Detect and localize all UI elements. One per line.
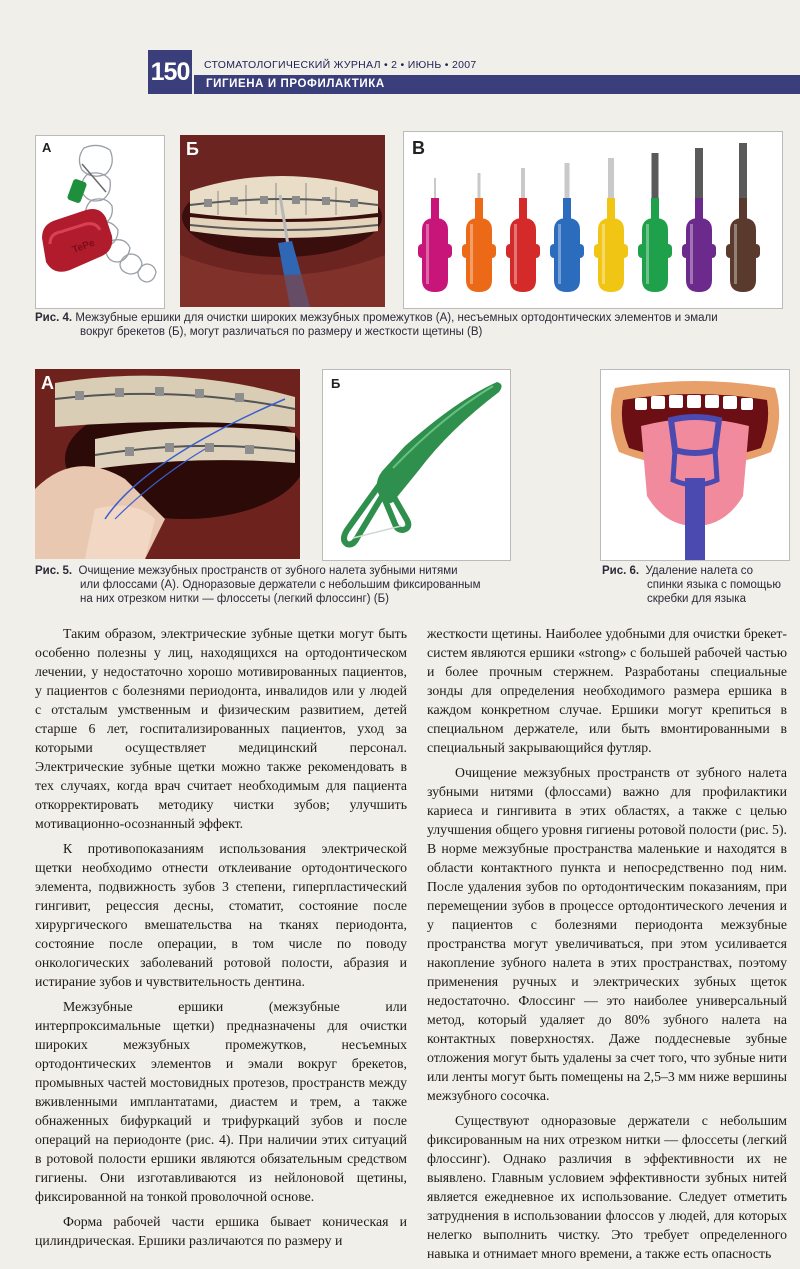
figure5-panel-b: [322, 369, 511, 561]
figure4-label-a: А: [42, 140, 52, 155]
left-paragraph-4: Форма рабочей части ершика бывает коническая и цилиндрическая. Ершики различаются по размеру и: [35, 1214, 407, 1248]
figure4-label-c: В: [412, 138, 425, 158]
section-title: ГИГИЕНА И ПРОФИЛАКТИКА: [206, 78, 385, 90]
interdental-brush-6: [638, 153, 672, 292]
figure5-caption-line3: на них отрезком нитки — флоссеты (легкий флоссинг) (Б): [80, 593, 389, 605]
figure6-caption-line2: спинки языка с помощью: [647, 579, 781, 591]
left-column: [35, 624, 407, 1256]
right-paragraph-2: Очищение межзубных пространств от зубного налета зубными нитями (флоссами) важно для профилактики кариеса и гингивита в этих областях, а также с целью улучшения общего уровня гигиены ротовой полости (рис. 5). В норме межзубные пространства маленькие и находятся в области контактного пункта и непосредственно под ним. После удаления зубов по ортодонтическим показаниям, при перемещении зубов в процессе ортодонтического лечения и у пациентов с болезнями периодонта межзубные пространства могут увеличиваться, при этом усиливается накопление зубного налета в этих пространствах, поэтому применения ручных и электрических зубных щеток недостаточно. Флоссинг — это наиболее универсальный метод, который удаляет до 80% зубного налета на контактных поверхностях. Даже поддесневые зубные отложения могут быть удалены за счет того, что зубные нити или ленты могут быть помещены на 2,5–3 мм ниже вершины межзубного сосочка.: [427, 765, 787, 1103]
interdental-brush-between-teeth-illustration: [36, 136, 164, 308]
brush-brand-label: TePe: [70, 237, 97, 256]
figure6-caption-label: Рис. 6.: [602, 565, 640, 577]
figure4-caption: [35, 311, 785, 339]
left-paragraph-3: Межзубные ершики (межзубные или интерпроксимальные щетки) предназначены для очистки широких межзубных промежутков, несъемных ортодонтических элементов и эмали вокруг брекетов, промывных частей мостовидных протезов, пространств между вживленными имплантатами, диастем и трем, а также обнаженных бифуркаций и трифуркаций зубов и после операций на периодонте (рис. 4). При наличии этих ситуаций в ротовой полости ершики являются обязательным средством гигиены. Они изготавливаются из нейлоновой щетины, фиксированной на тонкой проволочной основе.: [35, 999, 407, 1204]
figure5-label-a: А: [41, 373, 54, 393]
figure4-caption-line1: Межзубные ершики для очистки широких межзубных промежутков (А), несъемных ортодонтических элементов и эмали: [75, 312, 718, 324]
interdental-brush-8: [726, 143, 760, 292]
right-column: [427, 624, 787, 1269]
figure5-caption-line2: или флоссами (А). Одноразовые держатели с небольшим фиксированным: [80, 579, 481, 591]
right-paragraph-3: Существуют одноразовые держатели с небольшим фиксированным на них отрезком нитки — флоссеты (легкий флоссинг). Однако различия в эффективности их не выявлено. Главным условием эффективности зубных нитей является ежедневное их использование. Следует отметить затруднения в использовании флоссов у людей, для которых нелегко выполнить чистку. Это требует определенного навыка и отнимает много времени, а также есть опасность: [427, 1113, 787, 1261]
braces-brush-photo: [180, 135, 385, 307]
figure4-caption-line2: вокруг брекетов (Б), могут различаться по размеру и жесткости щетины (В): [80, 326, 483, 338]
figure4-panel-c: [403, 131, 783, 309]
interdental-brush-7: [682, 148, 716, 292]
figure5-panel-a: [35, 369, 300, 559]
right-paragraph-1: жесткости щетины. Наиболее удобными для очистки брекет-систем являются ершики «strong» с большей рабочей частью и более прочным стержнем. Разработаны специальные зонды для определения необходимого размера ершика в каждом конкретном случае. Ершики могут крепиться в специальном держателе, или быть вмонтированными в специальный закрывающийся футляр.: [427, 626, 787, 755]
flossing-photo: [35, 369, 300, 559]
figure6-panel: [600, 369, 790, 561]
interdental-brush-2: [462, 173, 496, 292]
figure5-caption-label: Рис. 5.: [35, 565, 73, 577]
interdental-brush-3: [506, 168, 540, 292]
tongue-scraper-illustration: [601, 370, 789, 560]
interdental-brush-1: [418, 178, 452, 292]
figure5-caption-line1: Очищение межзубных пространств от зубного налета зубными нитями: [78, 565, 458, 577]
left-paragraph-1: Таким образом, электрические зубные щетки могут быть особенно полезны у лиц, находящихся на ортодонтическом лечении, у недостаточно хорошо мотивированных пациентов, у пациентов с болезнями периодонта, инвалидов или у людей с отсталым умственным и физическим развитием, детей старше 6 лет, госпитализированных пациентов, уход за которыми осуществляет медицинский персонал. Электрические зубные щетки можно также рекомендовать в тех случаях, когда врач считает необходимым для пациента откорректировать методику чистки зубов; улучшить мотивационно-осознанный эффект.: [35, 626, 407, 831]
figure5-label-b: Б: [331, 376, 341, 391]
page-number: 150: [148, 50, 192, 94]
figure6-caption-line1: Удаление налета со: [645, 565, 753, 577]
flosser-illustration: [323, 370, 510, 560]
figure6-caption-line3: скребки для языка: [647, 593, 746, 605]
brush-size-lineup: [404, 132, 782, 308]
figure4-panel-b: [180, 135, 385, 307]
figure6-caption: [602, 564, 792, 606]
left-paragraph-2: К противопоказаниям использования электрической щетки необходимо отнести отклеивание ортодонтического элемента, подвижность зубов 3 степени, гиперпластический гингивит, рецессия десны, стоматит, состояние после хирургического вмешательства на тканях периодонта, состояние после операции, в том числе по поводу онкологических заболеваний ротовой полости, абразия и истирание зубов и чувствительность дентина.: [35, 841, 407, 989]
figure4-caption-label: Рис. 4.: [35, 312, 73, 324]
interdental-brush-5: [594, 158, 628, 292]
journal-title: СТОМАТОЛОГИЧЕСКИЙ ЖУРНАЛ • 2 • ИЮНЬ • 2007: [204, 59, 477, 71]
figure4-label-b: Б: [186, 139, 199, 159]
figure5-caption: [35, 564, 515, 606]
figure4-panel-a: [35, 135, 165, 309]
interdental-brush-4: [550, 163, 584, 292]
